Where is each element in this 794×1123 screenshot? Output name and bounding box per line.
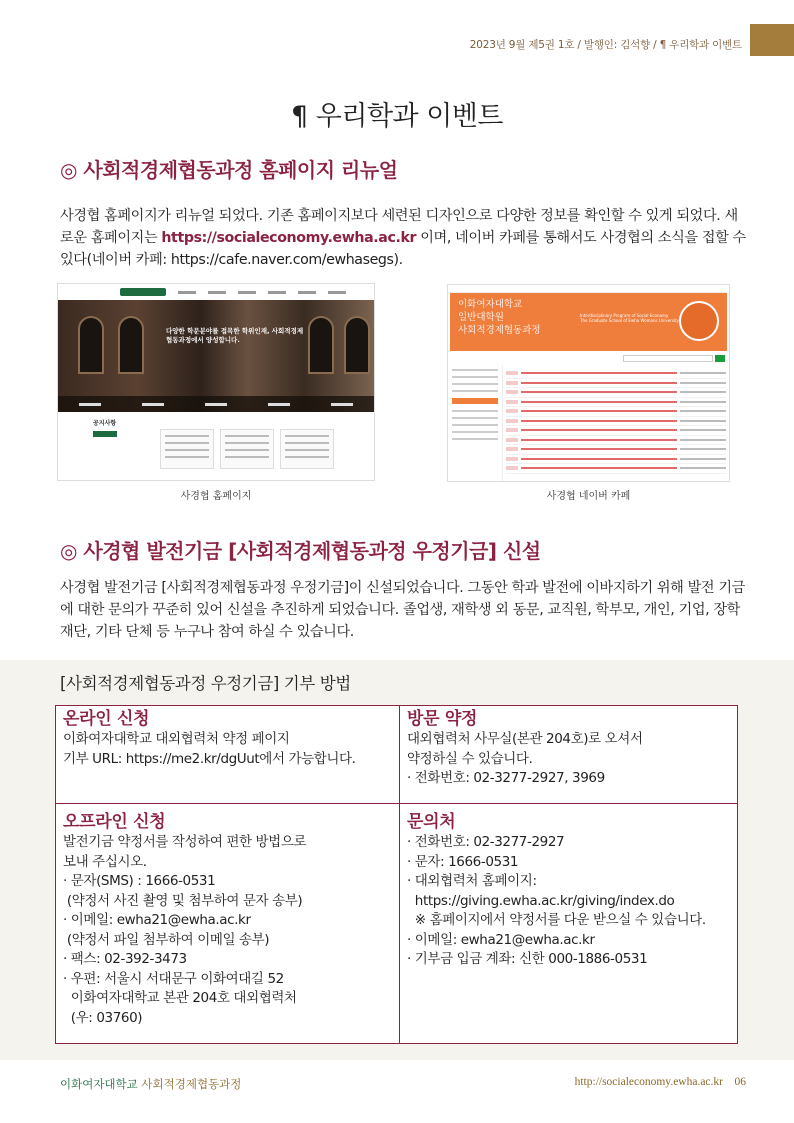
- contact-line: · 이메일: ewha21@ewha.ac.kr: [407, 931, 595, 948]
- offline-line: 발전기금 약정서를 작성하여 편한 방법으로: [63, 834, 307, 850]
- naver-topbar: [448, 285, 729, 293]
- section-heading-development-fund: ◎ 사경협 발전기금 [사회적경제협동과정 우정기금] 신설: [60, 539, 541, 563]
- page-title: ¶ 우리학과 이벤트: [291, 101, 503, 132]
- homepage-hero: [58, 300, 374, 412]
- contact-line: · 기부금 입금 계좌: 신한 000-1886-0531: [407, 951, 648, 967]
- homepage-link[interactable]: https://socialeconomy.ewha.ac.kr: [161, 230, 417, 246]
- contact-line: · 전화번호: 02-3277-2927: [407, 834, 565, 850]
- visit-line: · 전화번호: 02-3277-2927, 3969: [407, 770, 605, 786]
- homepage-notice-button: [93, 431, 117, 437]
- contact-line: · 문자: 1666-0531: [407, 853, 519, 870]
- offline-line: 이화여자대학교 본관 204호 대외협력처: [63, 990, 297, 1006]
- page-number: 06: [734, 1076, 746, 1088]
- homepage-notice: [58, 412, 374, 481]
- homepage-screenshot: [57, 283, 375, 481]
- contact-cell: [407, 811, 737, 970]
- header-tab: [750, 24, 794, 56]
- contact-line: · 대외협력처 홈페이지:: [407, 873, 537, 889]
- offline-line: (우: 03760): [63, 1009, 143, 1026]
- contact-line: https://giving.ewha.ac.kr/giving/index.do: [407, 892, 675, 909]
- caption-naver-cafe: 사경협 네이버 카페: [546, 491, 631, 502]
- homepage-hero-text: 다양한 학문분야를 접목한 학위인재, 사회적경제협동과정에서 양성합니다.: [166, 327, 304, 344]
- caption-homepage: 사경협 홈페이지: [180, 491, 252, 502]
- donation-title: [사회적경제협동과정 우정기금] 기부 방법: [60, 674, 351, 693]
- visit-pledge-heading: 방문 약정: [407, 709, 478, 729]
- online-application-cell: [63, 708, 399, 769]
- naver-banner-eng: Interdisciplinary Program of Social Economy The Graduate School of Ewha Womans University: [580, 313, 680, 323]
- naver-banner: [450, 293, 727, 351]
- offline-line: 보내 주십시오.: [63, 853, 147, 870]
- homepage-notice-title: 공지사항: [93, 420, 117, 427]
- visit-pledge-cell: [407, 708, 737, 789]
- online-application-heading: 온라인 신청: [63, 709, 150, 729]
- homepage-quick-bar: [58, 396, 374, 412]
- footer-university: 이화여자대학교: [60, 1077, 138, 1091]
- offline-line: · 문자(SMS) : 1666-0531: [63, 873, 216, 889]
- contact-heading: 문의처: [407, 812, 456, 832]
- offline-line: · 이메일: ewha21@ewha.ac.kr: [63, 912, 251, 928]
- footer-organization: [60, 1076, 241, 1092]
- header-info: 2023년 9월 제5권 1호 / 발행인: 김석향 / ¶ 우리학과 이벤트: [469, 39, 742, 51]
- naver-banner-text: 이화여자대학교 일반대학원 사회적경제협동과정: [458, 299, 541, 336]
- para-text-b: 이며, 네이버 카페를 통해서도 사경협의 소식을 접할 수 있다(네이버 카페: https://cafe.naver.com/ewhasegs).: [60, 230, 746, 268]
- offline-line: · 팩스: 02-392-3473: [63, 951, 187, 967]
- contact-line: ※ 홈페이지에서 약정서를 다운 받으실 수 있습니다.: [407, 912, 706, 928]
- footer-url-page: [575, 1076, 746, 1088]
- visit-line: 대외협력처 사무실(본관 204호)로 오셔서: [407, 731, 643, 747]
- ewha-seal-icon: [679, 301, 719, 341]
- footer-url[interactable]: http://socialeconomy.ewha.ac.kr: [574, 1076, 723, 1088]
- footer-program: 사회적경제협동과정: [141, 1077, 242, 1091]
- homepage-logo: [120, 288, 166, 296]
- offline-application-cell: [63, 811, 399, 1028]
- online-line: 기부 URL: https://me2.kr/dgUut에서 가능합니다.: [63, 750, 356, 767]
- development-fund-paragraph: 사경협 발전기금 [사회적경제협동과정 우정기금]이 신설되었습니다. 그동안 학과 발전에 이바지하기 위해 발전 기금에 대한 문의가 꾸준히 있어 신설을 추진하게 되었습니다. 졸업생, 재학생 외 동문, 교직원, 학부모, 개인, 기업, 장학재단, 기타 단체 등 누구나 참여 하실 수 있습니다.: [60, 580, 745, 640]
- homepage-renewal-paragraph: [60, 205, 750, 271]
- naver-post-list: [503, 365, 729, 481]
- visit-line: 약정하실 수 있습니다.: [407, 750, 533, 767]
- offline-line: · 우편: 서울시 서대문구 이화여대길 52: [63, 970, 284, 987]
- offline-application-heading: 오프라인 신청: [63, 812, 166, 832]
- homepage-nav: [58, 284, 374, 300]
- section-heading-homepage-renewal: ◎ 사회적경제협동과정 홈페이지 리뉴얼: [60, 158, 398, 182]
- naver-search: [448, 351, 729, 365]
- offline-line: (약정서 사진 촬영 및 첨부하여 문자 송부): [63, 892, 303, 909]
- donation-methods-table: [55, 705, 738, 1044]
- naver-cafe-screenshot: [447, 284, 730, 482]
- para-text-a: 사경협 홈페이지가 리뉴얼 되었다. 기존 홈페이지보다 세련된 디자인으로 다양한 정보를 확인할 수 있게 되었다. 새로운 홈페이지는: [60, 208, 738, 246]
- offline-line: (약정서 파일 첨부하여 이메일 송부): [63, 931, 270, 948]
- online-line: 이화여자대학교 대외협력처 약정 페이지: [63, 731, 290, 747]
- naver-sidebar: [448, 365, 503, 481]
